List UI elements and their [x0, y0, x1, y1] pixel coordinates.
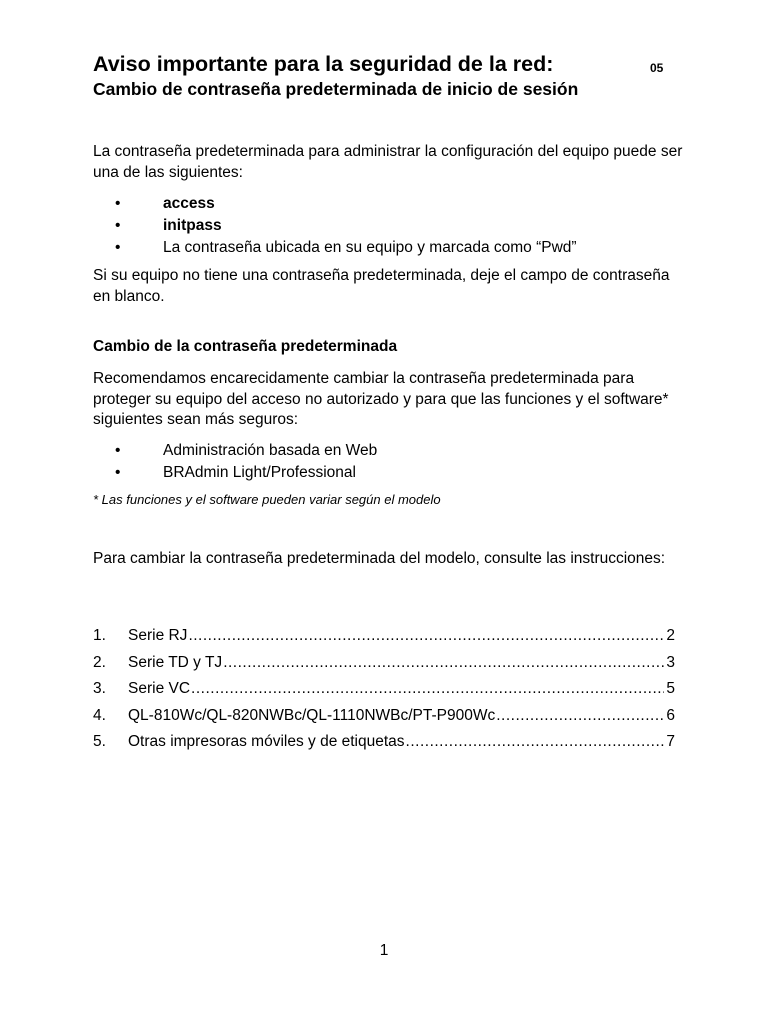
document-code: 05: [650, 61, 664, 75]
instructions-text: Para cambiar la contraseña predeterminada del modelo, consulte las instrucciones:: [93, 550, 666, 567]
toc-leader: [191, 678, 664, 700]
toc-number: 5.: [93, 733, 106, 750]
list-item: [93, 215, 675, 237]
toc-page: 3: [666, 653, 675, 671]
intro-paragraph: [93, 142, 683, 183]
recommendation-text: Recomendamos encarecidamente cambiar la contraseña predeterminada para proteger su equipo del acceso no autorizado y para que las funciones y el software* siguientes sean más seguros:: [93, 370, 669, 428]
list-item-label: BRAdmin Light/Professional: [163, 464, 356, 481]
blank-password-paragraph: [93, 266, 683, 307]
page-number: 1: [379, 942, 389, 959]
instructions-paragraph: [93, 549, 683, 570]
bullet-icon: •: [115, 217, 121, 234]
toc-page: 5: [666, 680, 675, 697]
features-list: [93, 440, 675, 484]
list-item: [93, 237, 675, 259]
toc-entry[interactable]: [93, 731, 675, 758]
page-title: Aviso importante para la seguridad de la red:: [93, 52, 554, 76]
list-item: [93, 440, 675, 462]
table-of-contents: [93, 625, 675, 758]
list-item: [93, 193, 675, 215]
footnote: * Las funciones y el software pueden variar según el modelo: [93, 492, 441, 507]
toc-label: Serie RJ: [128, 627, 188, 644]
list-item-label: La contraseña ubicada en su equipo y marcada como “Pwd”: [163, 239, 577, 256]
toc-number: 3.: [93, 680, 106, 697]
list-item-label: access: [163, 195, 215, 212]
bullet-icon: •: [115, 442, 121, 459]
toc-leader: [188, 625, 664, 647]
toc-page: 6: [666, 706, 675, 724]
bullet-icon: •: [115, 195, 121, 212]
recommendation-paragraph: [93, 369, 683, 431]
title-row: [93, 52, 675, 80]
toc-page: 7: [666, 733, 675, 750]
toc-leader: [223, 652, 664, 674]
toc-entry[interactable]: [93, 678, 675, 705]
toc-number: 2.: [93, 653, 106, 671]
bullet-icon: •: [115, 239, 121, 256]
toc-label: Otras impresoras móviles y de etiquetas: [128, 733, 405, 750]
page-subtitle: Cambio de contraseña predeterminada de inicio de sesión: [93, 79, 579, 99]
toc-entry[interactable]: [93, 625, 675, 652]
toc-label: Serie VC: [128, 680, 191, 697]
list-item-label: initpass: [163, 217, 222, 234]
toc-entry[interactable]: [93, 705, 675, 732]
list-item: [93, 462, 675, 484]
toc-label: Serie TD y TJ: [128, 653, 223, 671]
password-list: [93, 193, 675, 259]
section-heading: Cambio de la contraseña predeterminada: [93, 338, 398, 355]
toc-number: 4.: [93, 706, 106, 724]
toc-leader: [406, 731, 665, 753]
toc-leader: [496, 705, 664, 727]
toc-entry[interactable]: [93, 652, 675, 679]
intro-text: La contraseña predeterminada para administrar la configuración del equipo puede ser una de las siguientes:: [93, 143, 683, 181]
list-item-label: Administración basada en Web: [163, 442, 378, 459]
toc-page: 2: [666, 627, 675, 644]
bullet-icon: •: [115, 464, 121, 481]
toc-number: 1.: [93, 627, 106, 644]
toc-label: QL-810Wc/QL-820NWBc/QL-1110NWBc/PT-P900Wc: [128, 706, 496, 724]
blank-password-text: Si su equipo no tiene una contraseña predeterminada, deje el campo de contraseña en blanco.: [93, 267, 670, 305]
